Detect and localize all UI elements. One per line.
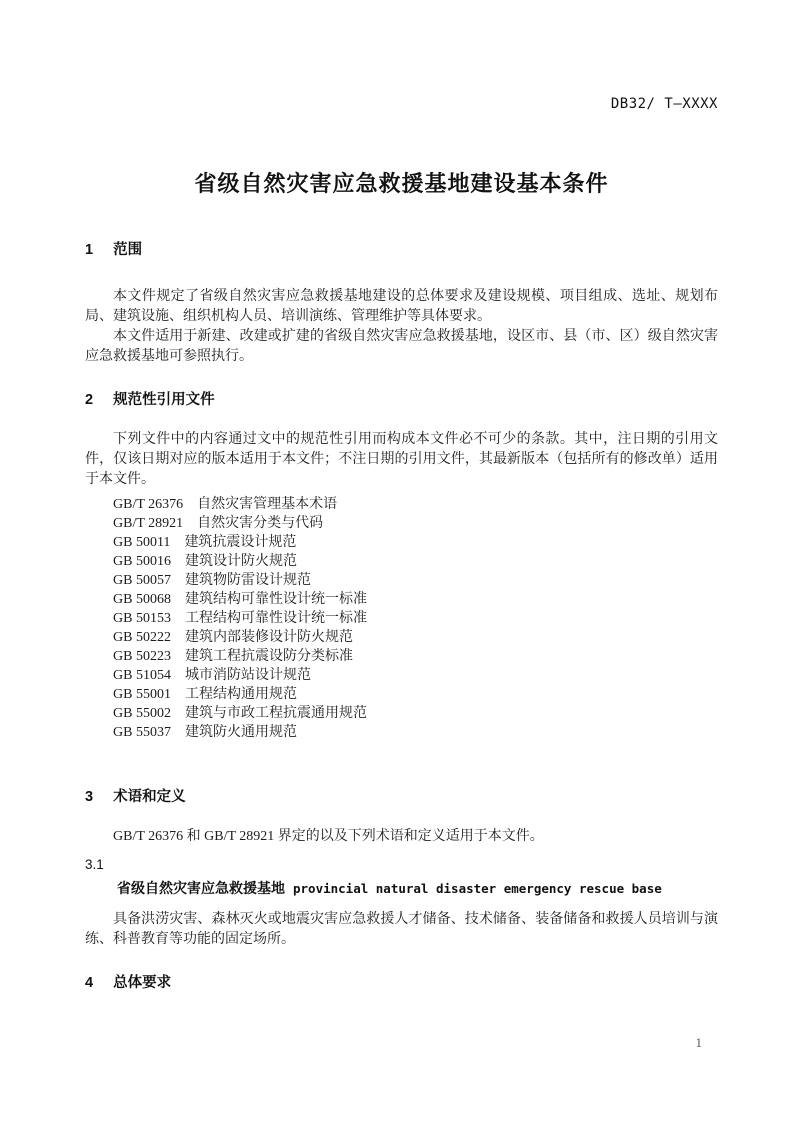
reference-item xyxy=(113,704,718,723)
term-definition: 具备洪涝灾害、森林灭火或地震灾害应急救援人才储备、技术储备、装备储备和救援人员培训与演练、科普教育等功能的固定场所。 xyxy=(85,912,718,947)
reference-name: 工程结构可靠性设计统一标准 xyxy=(184,611,367,626)
reference-item xyxy=(113,590,718,609)
reference-name: 自然灾害管理基本术语 xyxy=(197,497,338,512)
clause-number: 4 xyxy=(85,975,94,991)
reference-item xyxy=(113,609,718,628)
reference-name: 自然灾害分类与代码 xyxy=(197,516,324,531)
scope-paragraph-2: 本文件适用于新建、改建或扩建的省级自然灾害应急救援基地，设区市、县（市、区）级自然灾害应急救援基地可参照执行。 xyxy=(85,329,718,364)
reference-name: 建筑物防雷设计规范 xyxy=(184,573,311,588)
reference-code: GB 50057 xyxy=(113,573,171,588)
terms-intro-paragraph: GB/T 26376 和 GB/T 28921 界定的以及下列术语和定义适用于本文件。 xyxy=(113,829,544,844)
reference-item xyxy=(113,533,718,552)
term-chinese: 省级自然灾害应急救援基地 xyxy=(117,880,285,896)
clause-title: 总体要求 xyxy=(113,975,172,991)
reference-name: 建筑内部装修设计防火规范 xyxy=(184,630,353,645)
reference-name: 工程结构通用规范 xyxy=(184,687,297,702)
document-title: 省级自然灾害应急救援基地建设基本条件 xyxy=(194,171,609,196)
reference-item xyxy=(113,685,718,704)
clause-number: 1 xyxy=(85,242,94,258)
clause-number: 3 xyxy=(85,789,94,805)
clause-title: 术语和定义 xyxy=(113,789,186,805)
reference-code: GB/T 28921 xyxy=(113,516,184,531)
reference-code: GB 50222 xyxy=(113,630,171,645)
clause-2-heading xyxy=(85,390,718,410)
doc-code: DB32/ T—XXXX xyxy=(610,96,718,112)
reference-item xyxy=(113,647,718,666)
reference-name: 城市消防站设计规范 xyxy=(184,668,311,683)
clause-4-heading xyxy=(85,973,718,993)
clause-3-heading xyxy=(85,787,718,807)
reference-item xyxy=(113,723,718,742)
reference-code: GB 55037 xyxy=(113,725,171,740)
reference-code: GB 50223 xyxy=(113,649,171,664)
reference-item xyxy=(113,552,718,571)
page-number: 1 xyxy=(695,1035,702,1050)
reference-item xyxy=(113,666,718,685)
reference-code: GB/T 26376 xyxy=(113,497,184,512)
term-english: provincial natural disaster emergency rescue base xyxy=(293,881,662,896)
reference-code: GB 50016 xyxy=(113,554,171,569)
reference-item xyxy=(113,514,718,533)
reference-code: GB 50153 xyxy=(113,611,171,626)
reference-name: 建筑结构可靠性设计统一标准 xyxy=(184,592,367,607)
reference-code: GB 50011 xyxy=(113,535,171,550)
clause-title: 范围 xyxy=(113,242,143,258)
term-line xyxy=(85,877,718,900)
reference-name: 建筑设计防火规范 xyxy=(184,554,297,569)
reference-code: GB 55002 xyxy=(113,706,171,721)
reference-name: 建筑抗震设计规范 xyxy=(184,535,297,550)
clause-number: 2 xyxy=(85,392,94,408)
clause-1-heading xyxy=(85,240,718,260)
reference-code: GB 55001 xyxy=(113,687,171,702)
clause-title: 规范性引用文件 xyxy=(113,392,215,408)
reference-item xyxy=(113,571,718,590)
scope-paragraph-1: 本文件规定了省级自然灾害应急救援基地建设的总体要求及建设规模、项目组成、选址、规划布局、建筑设施、组织机构人员、培训演练、管理维护等具体要求。 xyxy=(85,289,718,324)
subclause-number: 3.1 xyxy=(85,857,104,872)
reference-code: GB 50068 xyxy=(113,592,171,607)
reference-item xyxy=(113,628,718,647)
refs-intro-paragraph: 下列文件中的内容通过文中的规范性引用而构成本文件必不可少的条款。其中，注日期的引用文件，仅该日期对应的版本适用于本文件；不注日期的引用文件，其最新版本（包括所有的修改单）适用于本文件。 xyxy=(85,432,718,487)
reference-name: 建筑防火通用规范 xyxy=(184,725,297,740)
references-list xyxy=(113,495,718,742)
reference-name: 建筑工程抗震设防分类标准 xyxy=(184,649,353,664)
reference-item xyxy=(113,495,718,514)
reference-code: GB 51054 xyxy=(113,668,171,683)
reference-name: 建筑与市政工程抗震通用规范 xyxy=(184,706,367,721)
